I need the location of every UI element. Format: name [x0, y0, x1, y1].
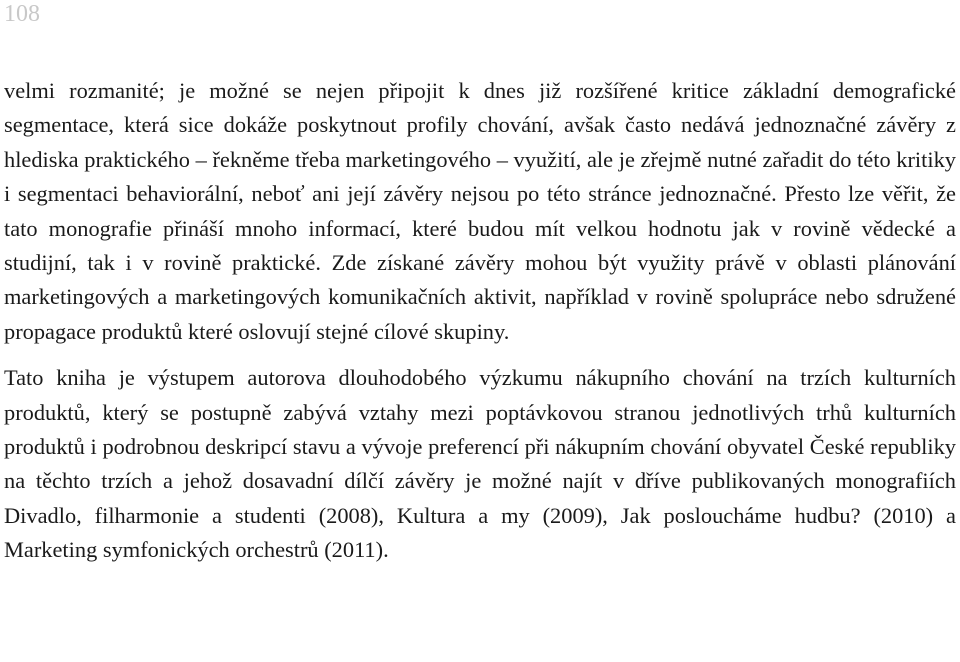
paragraph-2: Tato kniha je výstupem autorova dlouhodobého výzkumu nákupního chování na trzích kulturních produktů, který se postupně zabývá vztahy mezi poptávkovou stranou jednotlivých trhů kulturních produktů i podrobnou deskripcí stavu a vývoje preferencí při nákupním chování obyvatel České republiky na těchto trzích a jehož dosavadní dílčí závěry je možné najít v dříve publikovaných monografiích Divadlo, filharmonie a studenti (2008), Kultura a my (2009), Jak posloucháme hudbu? (2010) a Marketing symfonických orchestrů (2011). — [4, 365, 956, 563]
page-number: 108 — [4, 1, 40, 27]
paragraph-1: velmi rozmanité; je možné se nejen připojit k dnes již rozšířené kritice základní demografické segmentace, která sice dokáže poskytnout profily chování, avšak často nedává jednoznačné závěry z hlediska praktického – řekněme třeba marketingového – využití, ale je zřejmě nutné zařadit do této kritiky i segmentaci behaviorální, neboť ani její závěry nejsou po této stránce jednoznačné. Přesto lze věřit, že tato monografie přináší mnoho informací, které budou mít velkou hodnotu jak v rovině vědecké a studijní, tak i v rovině praktické. Zde získané závěry mohou být využity právě v oblasti plánování marketingových a marketingových komunikačních aktivit, například v rovině spolupráce nebo sdružené propagace produktů které oslovují stejné cílové skupiny. — [4, 78, 956, 344]
body-text — [4, 74, 956, 568]
